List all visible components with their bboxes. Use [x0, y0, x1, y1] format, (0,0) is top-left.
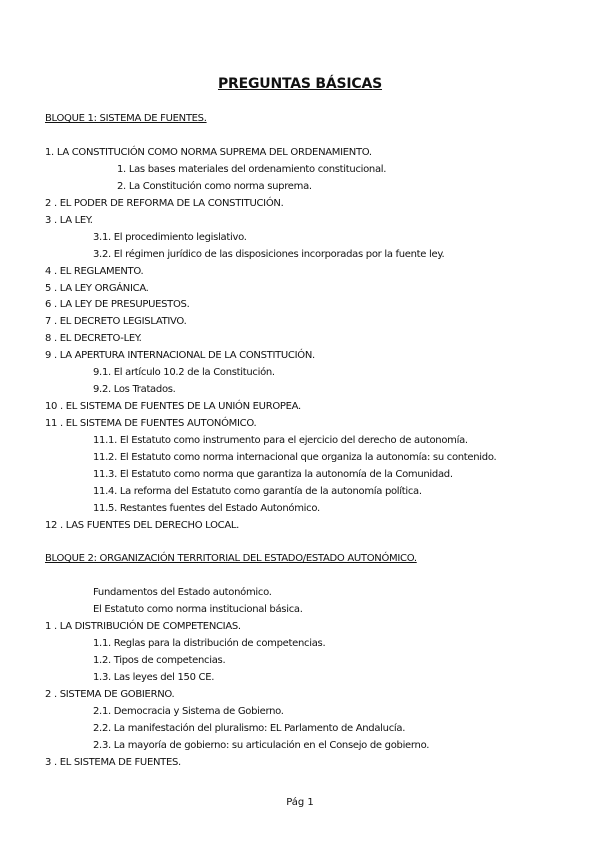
list-item: 10 . EL SISTEMA DE FUENTES DE LA UNIÓN EUROPEA. [45, 401, 301, 412]
list-item: 11.5. Restantes fuentes del Estado Autonómico. [93, 503, 320, 514]
list-item: 11.1. El Estatuto como instrumento para el ejercicio del derecho de autonomía. [93, 435, 468, 446]
list-item: 1.1. Reglas para la distribución de competencias. [93, 638, 326, 649]
list-item: 1. Las bases materiales del ordenamiento constitucional. [117, 164, 387, 175]
list-item: 12 . LAS FUENTES DEL DERECHO LOCAL. [45, 520, 240, 531]
list-item: 2.1. Democracia y Sistema de Gobierno. [93, 706, 284, 717]
page-title: PREGUNTAS BÁSICAS [217, 76, 383, 92]
list-item: 2.3. La mayoría de gobierno: su articulación en el Consejo de gobierno. [93, 740, 430, 751]
list-item: 9 . LA APERTURA INTERNACIONAL DE LA CONSTITUCIÓN. [45, 350, 315, 361]
list-item: 5 . LA LEY ORGÁNICA. [45, 283, 149, 294]
list-item: 2 . SISTEMA DE GOBIERNO. [45, 689, 175, 700]
block1-heading: BLOQUE 1: SISTEMA DE FUENTES. [45, 113, 207, 124]
list-item: 11.2. El Estatuto como norma internacional que organiza la autonomía: su contenido. [93, 452, 497, 463]
list-item: 3 . LA LEY. [45, 215, 93, 226]
list-item: 6 . LA LEY DE PRESUPUESTOS. [45, 299, 190, 310]
list-item: 11.4. La reforma del Estatuto como garantía de la autonomía política. [93, 486, 422, 497]
list-item: 1 . LA DISTRIBUCIÓN DE COMPETENCIAS. [45, 621, 241, 632]
list-item: 8 . EL DECRETO-LEY. [45, 333, 142, 344]
block2-heading: BLOQUE 2: ORGANIZACIÓN TERRITORIAL DEL ESTADO/ESTADO AUTONÓMICO. [45, 553, 417, 564]
list-item: 3 . EL SISTEMA DE FUENTES. [45, 757, 181, 768]
list-item: 3.1. El procedimiento legislativo. [93, 232, 247, 243]
list-item: Fundamentos del Estado autonómico. [93, 587, 272, 598]
list-item: 2.2. La manifestación del pluralismo: EL Parlamento de Andalucía. [93, 723, 406, 734]
list-item: 1.2. Tipos de competencias. [93, 655, 226, 666]
list-item: 11.3. El Estatuto como norma que garantiza la autonomía de la Comunidad. [93, 469, 453, 480]
list-item: 9.2. Los Tratados. [93, 384, 176, 395]
list-item: 2. La Constitución como norma suprema. [117, 181, 312, 192]
list-item: El Estatuto como norma institucional básica. [93, 604, 303, 615]
list-item: 4 . EL REGLAMENTO. [45, 266, 144, 277]
list-item: 1. LA CONSTITUCIÓN COMO NORMA SUPREMA DEL ORDENAMIENTO. [45, 147, 372, 158]
list-item: 11 . EL SISTEMA DE FUENTES AUTONÓMICO. [45, 418, 257, 429]
list-item: 1.3. Las leyes del 150 CE. [93, 672, 215, 683]
list-item: 9.1. El artículo 10.2 de la Constitución. [93, 367, 275, 378]
list-item: 7 . EL DECRETO LEGISLATIVO. [45, 316, 187, 327]
list-item: 3.2. El régimen jurídico de las disposiciones incorporadas por la fuente ley. [93, 249, 445, 260]
list-item: 2 . EL PODER DE REFORMA DE LA CONSTITUCIÓN. [45, 198, 284, 209]
page-number: Pág 1 [286, 797, 314, 808]
